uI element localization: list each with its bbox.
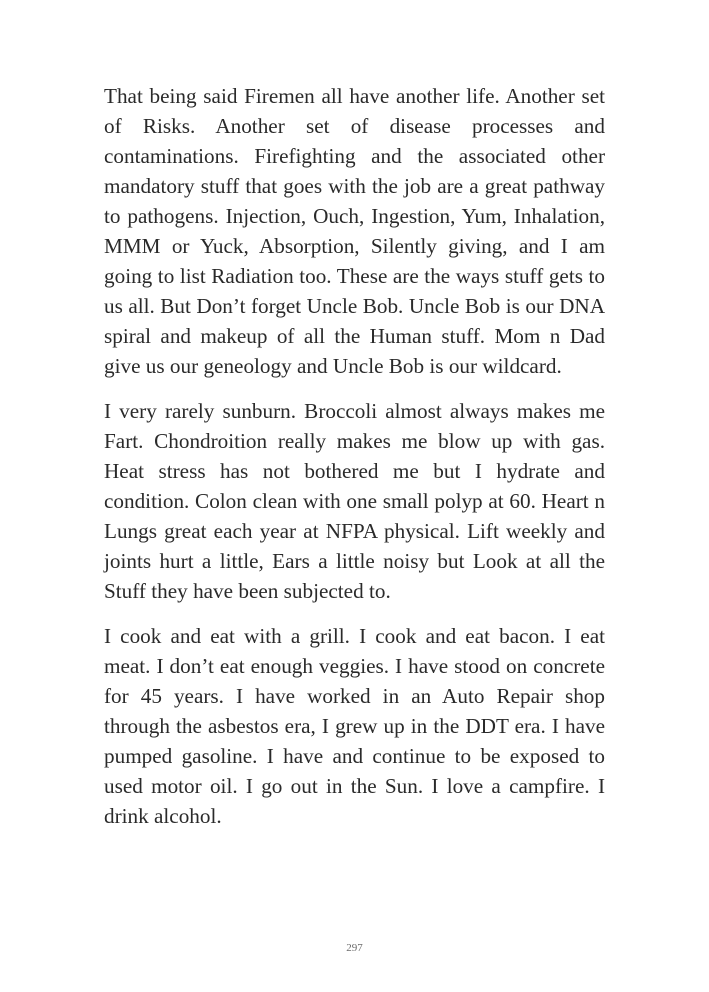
page-number: 297 xyxy=(346,942,363,954)
paragraph-3: I cook and eat with a grill. I cook and eat bacon. I eat meat. I don’t eat enough veggies. I have stood on concrete for 45 years. I have worked in an Auto Repair shop through the asbestos era, I grew up in the DDT era. I have pumped gasoline. I have and continue to be exposed to used motor oil. I go out in the Sun. I love a campfire. I drink alcohol. xyxy=(104,624,605,828)
body-text xyxy=(104,81,605,846)
paragraph-2: I very rarely sunburn. Broccoli almost always makes me Fart. Chondroition really makes me blow up with gas. Heat stress has not bothered me but I hydrate and condition. Colon clean with one small polyp at 60. Heart n Lungs great each year at NFPA physical. Lift weekly and joints hurt a little, Ears a little noisy but Look at all the Stuff they have been subjected to. xyxy=(104,399,605,603)
paragraph-1: That being said Firemen all have another life. Another set of Risks. Another set of disease processes and contaminations. Firefighting and the associated other mandatory stuff that goes with the job are a great pathway to pathogens. Injection, Ouch, Ingestion, Yum, Inhalation, MMM or Yuck, Absorption, Silently giving, and I am going to list Radiation too. These are the ways stuff gets to us all. But Don’t forget Uncle Bob. Uncle Bob is our DNA spiral and makeup of all the Human stuff. Mom n Dad give us our geneology and Uncle Bob is our wildcard. xyxy=(104,84,605,378)
